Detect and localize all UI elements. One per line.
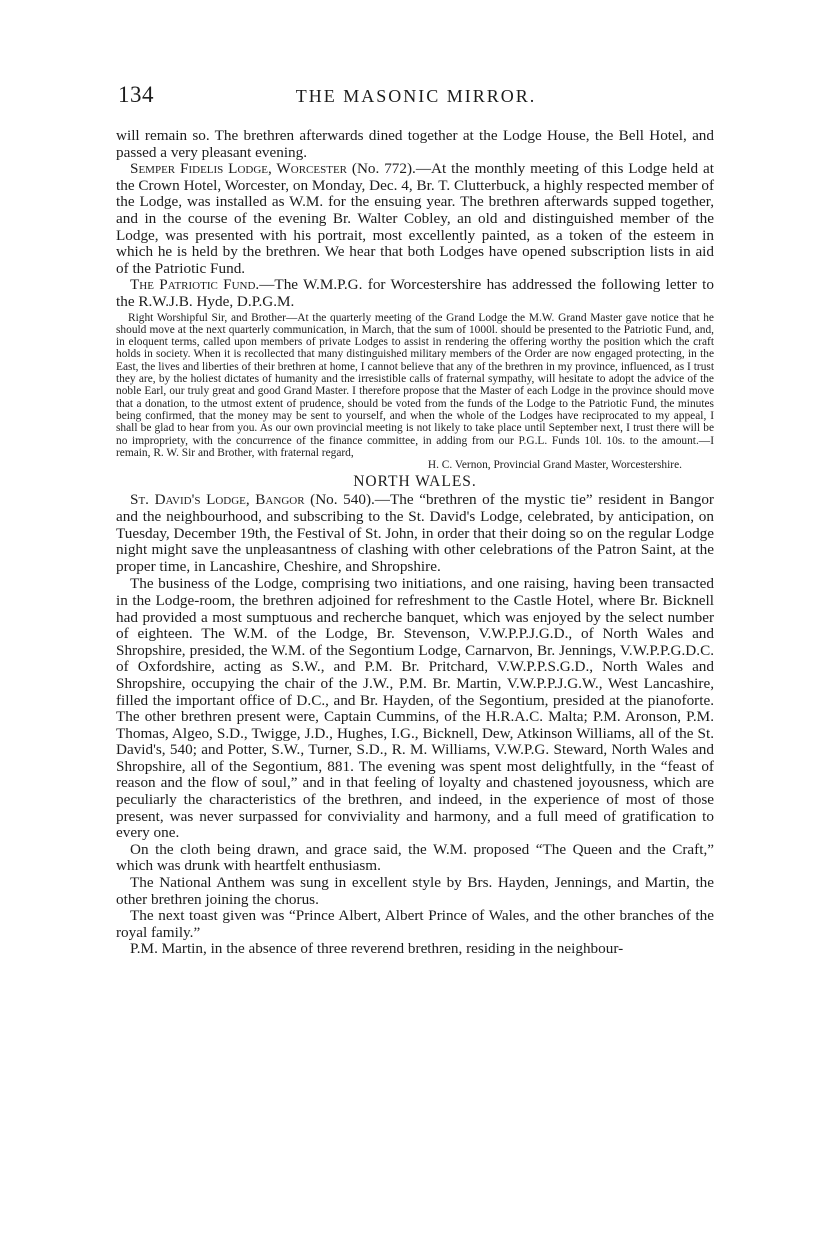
quoted-letter: Right Worshipful Sir, and Brother—At the quarterly meeting of the Grand Lodge the M.W. Grand Master gave notice that he should move at the next quarterly communication, in March, that the sum of 1000l. should be presented to the Patriotic Fund, and, in eloquent terms, called upon members of private Lodges to assist in rendering the offering worthy the position which the craft holds in society. When it is recollected that many distinguished military members of the Order are now engaged protecting, in the East, the lives and liberties of their brethren at home, I cannot believe that any of the brethren in my province, influenced, as I trust they are, by the holiest dictates of humanity and the irresistible calls of fraternal sympathy, will hesitate to adopt the advice of the noble Earl, our truly great and good Grand Master. I therefore propose that the Master of each Lodge in the province should move that a donation, to the utmost extent of prudence, should be voted from the funds of the Lodge to the Patriotic Fund, the minutes being confirmed, that the money may be sent to yourself, and when the whole of the Lodges have reciprocated to my appeal, I shall be glad to hear from you. As our own provincial meeting is not likely to take place until September next, I trust there will be no impropriety, with the concurrence of the finance committee, in adding from our P.G.L. Funds 10l. 10s. to the amount.—I remain, R. W. Sir and Brother, with fraternal regard, [116, 311, 714, 459]
paragraph-st-davids-lodge [116, 492, 714, 575]
paragraph-national-anthem: The National Anthem was sung in excellent style by Brs. Hayden, Jennings, and Martin, the other brethren joining the chorus. [116, 874, 714, 908]
article-body [116, 128, 714, 958]
paragraph-queen-toast: On the cloth being drawn, and grace said, the W.M. proposed “The Queen and the Craft,” which was drunk with heartfelt enthusiasm. [116, 840, 714, 875]
running-title: THE MASONIC MIRROR. [295, 86, 537, 106]
paragraph-body: (No. 772).—At the monthly meeting of this Lodge held at the Crown Hotel, Worcester, on Monday, Dec. 4, Br. T. Clutterbuck, a highly respected member of the Lodge, was installed as W.M. for the ensuing year. The brethren afterwards supped together, and in the course of the evening Br. Walter Cobley, an old and distinguished member of the Lodge, was presented with his portrait, most excellently painted, as a token of the esteem in which he is held by the brethren. We hear that both Lodges have opened subscription lists in aid of the Patriotic Fund. [116, 160, 714, 277]
paragraph-continued: will remain so. The brethren afterwards dined together at the Lodge House, the Bell Hotel, and passed a very pleasant evening. [116, 127, 714, 161]
section-heading: NORTH WALES. [353, 473, 477, 491]
letter-signature: H. C. Vernon, Provincial Grand Master, Worcestershire. [427, 459, 682, 472]
topic-lead: The Patriotic Fund. [130, 276, 260, 294]
page-header [118, 82, 714, 112]
paragraph-patriotic-fund [116, 277, 714, 310]
paragraph-next-toast: The next toast given was “Prince Albert, Albert Prince of Wales, and the other branches of the royal family.” [116, 907, 714, 941]
paragraph-semper-fidelis-lodge [116, 161, 714, 277]
paragraph-body: —The W.M.P.G. for Worcestershire has addressed the following letter to the R.W.J.B. Hyde, D.P.G.M. [116, 276, 714, 310]
paragraph-business-of-lodge: The business of the Lodge, comprising two initiations, and one raising, having been transacted in the Lodge-room, the brethren adjoined for refreshment to the Castle Hotel, where Br. Bicknell had provided a most sumptuous and recherche banquet, which was enjoyed by the select number of eighteen. The W.M. of the Lodge, Br. Stevenson, V.W.P.P.J.G.D., of North Wales and Shropshire, presided, the W.M. of the Segontium Lodge, Carnarvon, Br. Jennings, V.W.P.P.G.D.C. of Oxfordshire, acting as S.W., and P.M. Br. Pritchard, V.W.P.P.S.G.D., North Wales and Shropshire, occupying the chair of the J.W., P.M. Br. Martin, V.W.P.P.J.G.W., West Lancashire, filled the important office of D.C., and Br. Hayden, of the Segontium, presided at the pianoforte. The other brethren present were, Captain Cummins, of the H.R.A.C. Malta; P.M. Aronson, P.M. Thomas, Algeo, S.D., Twigge, J.D., Hughes, I.G., Bicknell, Dew, Atkinson Williams, all of the St. David's, 540; and Potter, S.W., Turner, S.D., R. M. Williams, V.W.P.G. Steward, North Wales and Shropshire, all of the Segontium, 881. The evening was spent most delightfully, in the “feast of reason and the flow of soul,” and in that feeling of loyalty and chastened joyousness, which are peculiarly the characteristics of the brethren, and indeed, in the experience of most of those present, was never surpassed for conviviality and harmony, and a full meed of gratification to every one. [116, 575, 714, 842]
paragraph-pm-martin: P.M. Martin, in the absence of three reverend brethren, residing in the neighbour- [130, 940, 624, 958]
paragraph-body: (No. 540).—The “brethren of the mystic tie” resident in Bangor and the neighbourhood, and subscribing to the St. David's Lodge, celebrated, by anticipation, on Tuesday, December 19th, the Festival of St. John, in order that their doing so on the regular Lodge night might save the unpleasantness of clashing with other celebrations of the Patron Saint, at the proper time, in Lancashire, Cheshire, and Shropshire. [116, 491, 714, 575]
lodge-name-lead: St. David's Lodge, Bangor [130, 491, 305, 509]
lodge-name-lead: Semper Fidelis Lodge, Worcester [130, 160, 347, 178]
page-number: 134 [118, 82, 154, 107]
